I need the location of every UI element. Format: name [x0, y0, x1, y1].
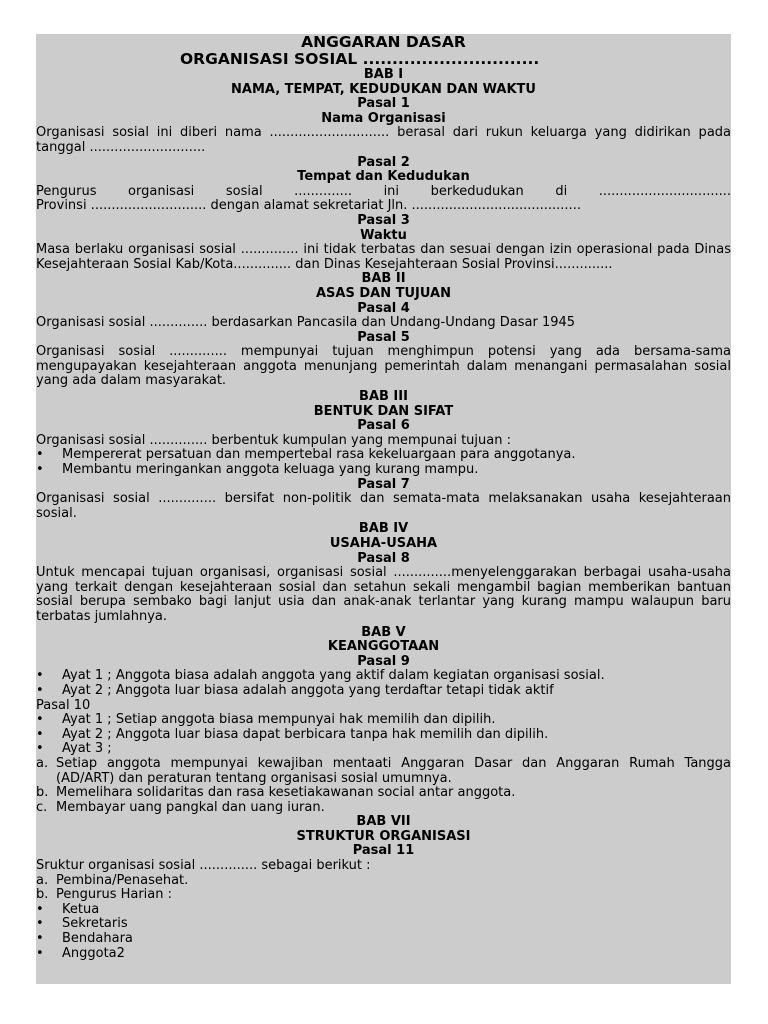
document-subtitle: ORGANISASI SOSIAL ..............................	[180, 50, 540, 68]
list-item: • Bendahara	[36, 932, 731, 947]
pasal-7-title: Pasal 7	[357, 476, 410, 492]
item-text: Memelihara solidaritas dan rasa kesetiakawanan social antar anggota.	[56, 785, 516, 801]
pasal-1-line-1: Organisasi sosial ini diberi nama ............................. berasal dari rukun keluarga yang didirikan pada	[36, 125, 731, 141]
pasal-2-line-1: Pengurus organisasi sosial .............. ini berkedudukan di ................................	[36, 183, 731, 199]
list-item: • Ayat 1 ; Setiap anggota biasa mempunyai hak memilih dan dipilih.	[36, 713, 731, 728]
bab-2-name: ASAS DAN TUJUAN	[316, 285, 451, 301]
bab-3-label: BAB III	[359, 389, 408, 405]
pasal-2-line-2: Provinsi ............................ dengan alamat sekretariat Jln. .........................................	[36, 198, 581, 214]
pasal-9-title: Pasal 9	[357, 653, 410, 669]
pasal-6-title: Pasal 6	[357, 418, 410, 434]
lettered-item	[36, 888, 731, 903]
pasal-8-text: Untuk mencapai tujuan organisasi, organisasi sosial ..............menyelenggarakan berbagai usaha-usaha yang terkait dengan kesejahteraan sosial dan setahun sekali mengambil bagian memberikan bantuan sosial berupa sembako bagi lanjut usia dan anak-anak terlantar yang kurang mampu walaupun baru terbatas jumlahnya.	[36, 565, 731, 624]
pasal-10-title: Pasal 10	[36, 697, 91, 713]
pasal-3-text: Masa berlaku organisasi sosial .............. ini tidak terbatas dan sesuai dengan izin operasional pada Dinas Kesejahteraan Sosial Kab/Kota.............. dan Dinas Kesejahteraan Sosial Provinsi..............	[36, 242, 731, 272]
item-letter: c.	[36, 799, 48, 815]
item-letter: a.	[36, 755, 49, 771]
pasal-11-text: Sruktur organisasi sosial .............. sebagai berikut :	[36, 858, 371, 874]
list-item: • Membantu meringankan anggota keluaga yang kurang mampu.	[36, 463, 731, 478]
lettered-item	[36, 874, 731, 889]
list-item: • Sekretaris	[36, 917, 731, 932]
list-item: • Ayat 1 ; Anggota biasa adalah anggota yang aktif dalam kegiatan organisasi sosial.	[36, 669, 731, 684]
pasal-1-line-2: tanggal ............................	[36, 139, 206, 155]
list-item: • Ketua	[36, 903, 731, 918]
lettered-item	[36, 801, 731, 816]
document-page	[36, 34, 731, 984]
bab-5-name: KEANGGOTAAN	[327, 639, 440, 655]
pasal-8-title: Pasal 8	[357, 550, 410, 566]
list-item: • Ayat 3 ;	[36, 742, 731, 757]
pasal-5-title: Pasal 5	[357, 329, 410, 345]
bab-3-name: BENTUK DAN SIFAT	[313, 403, 454, 419]
pasal-6-text: Organisasi sosial .............. berbentuk kumpulan yang mempunai tujuan :	[36, 432, 511, 448]
list-item: • Ayat 2 ; Anggota luar biasa adalah anggota yang terdaftar tetapi tidak aktif	[36, 684, 731, 699]
pasal-7-text: Organisasi sosial .............. bersifat non-politik dan semata-mata melaksanakan usaha kesejahteraan sosial.	[36, 491, 731, 521]
lettered-item	[36, 757, 731, 786]
bab-1-name: NAMA, TEMPAT, KEDUDUKAN DAN WAKTU	[231, 81, 536, 97]
bab-1-label: BAB I	[363, 67, 404, 82]
item-text: Membayar uang pangkal dan uang iuran.	[56, 799, 325, 815]
bab-7-label: BAB VII	[356, 814, 411, 830]
list-item: • Anggota2	[36, 947, 731, 962]
item-text: Pengurus Harian :	[56, 887, 173, 903]
item-letter: b.	[36, 785, 49, 801]
pasal-4-title: Pasal 4	[357, 300, 410, 316]
pasal-1-heading: Nama Organisasi	[321, 110, 446, 126]
pasal-5-text: Organisasi sosial .............. mempunyai tujuan menghimpun potensi yang ada bersama-sama mengupayakan kesejahteraan anggota menunjang pemerintah dalam menangani permasalahan sosial yang ada dalam masyarakat.	[36, 344, 731, 389]
pasal-1-title: Pasal 1	[357, 96, 410, 112]
pasal-2-title: Pasal 2	[357, 154, 410, 170]
bab-5-label: BAB V	[361, 624, 406, 640]
bab-4-name: USAHA-USAHA	[329, 536, 438, 551]
bab-2-label: BAB II	[361, 271, 406, 287]
pasal-3-heading: Waktu	[360, 227, 407, 243]
item-letter: b.	[36, 887, 49, 903]
list-item: • Ayat 2 ; Anggota luar biasa dapat berbicara tanpa hak memilih dan dipilih.	[36, 728, 731, 743]
pasal-3-title: Pasal 3	[357, 212, 410, 228]
item-text: Pembina/Penasehat.	[56, 872, 189, 888]
list-item: • Mempererat persatuan dan mempertebal rasa kekeluargaan para anggotanya.	[36, 448, 731, 463]
item-text: Setiap anggota mempunyai kewajiban mentaati Anggaran Dasar dan Anggaran Rumah Tangga (AD/ART) dan peraturan tentang organisasi sosial umumnya.	[56, 755, 731, 786]
bab-4-label: BAB IV	[358, 521, 409, 537]
lettered-item	[36, 786, 731, 801]
pasal-11-title: Pasal 11	[352, 843, 415, 859]
pasal-2-heading: Tempat dan Kedudukan	[297, 169, 470, 185]
document-title: ANGGARAN DASAR	[301, 33, 466, 51]
item-letter: a.	[36, 872, 49, 888]
pasal-4-text: Organisasi sosial .............. berdasarkan Pancasila dan Undang-Undang Dasar 1945	[36, 315, 576, 331]
bab-7-name: STRUKTUR ORGANISASI	[296, 828, 471, 844]
